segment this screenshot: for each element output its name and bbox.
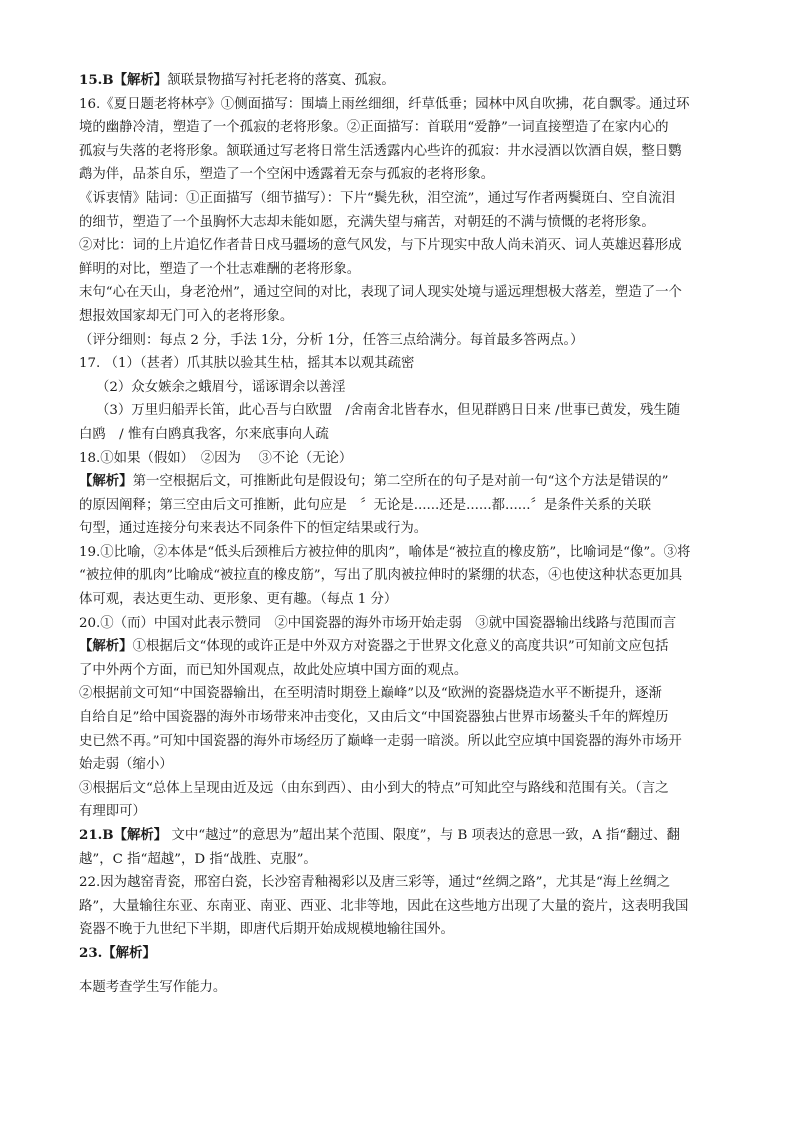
line-text: 瓷器不晚于九世纪下半期，即唐代后期开始成规模地输往国外。 <box>79 922 454 938</box>
text-line <box>79 376 719 400</box>
line-text: 16.《夏日题老将林亭》①侧面描写：围墙上雨丝细细，纤草低垂；园林中风自吹拂，花自飘零。通过环 <box>79 96 690 112</box>
line-text: 本题考查学生写作能力。 <box>79 979 227 995</box>
line-text: 鹉为伴，品茶自乐，塑造了一个空闲中透露着无奈与孤寂的老将形象。 <box>79 167 495 183</box>
line-text: ②对比：词的上片追忆作者昔日戍马疆场的意气风发，与下片现实中敌人尚未消灭、词人英雄迟暮形成 <box>79 238 682 254</box>
line-text: 19.①比喻，②本体是“低头后颈椎后方被拉伸的肌肉”，喻体是“被拉直的橡皮筋”，比喻词是“像”。③将 <box>79 544 691 560</box>
line-text: ①根据后文“体现的或许正是中外双方对瓷器之于世界文化意义的高度共识”可知前文应包括 <box>132 639 669 655</box>
text-line <box>79 800 719 824</box>
text-line <box>79 588 719 612</box>
text-line <box>79 93 719 117</box>
line-text: 鲜明的对比，塑造了一个壮志难酬的老将形象。 <box>79 261 361 277</box>
text-line <box>79 871 719 895</box>
text-line <box>79 942 719 966</box>
text-line <box>79 682 719 706</box>
text-line <box>79 258 719 282</box>
line-text: 路”，大量输往东亚、东南亚、南亚、西亚、北非等地，因此在这些地方出现了大量的瓷片，这表明我国 <box>79 898 689 914</box>
text-line <box>79 541 719 565</box>
line-text: 的细节，塑造了一个虽胸怀大志却未能如愿，充满失望与痛苦，对朝廷的不满与愤慨的老将形象。 <box>79 214 655 230</box>
line-text: 20.①（而）中国对此表示赞同 ②中国瓷器的海外市场开始走弱 ③就中国瓷器输出线路与范围而言 <box>79 615 677 631</box>
text-line <box>79 140 719 164</box>
text-line <box>79 211 719 235</box>
line-text: 孤寂与失落的老将形象。颔联通过写老将日常生活透露内心些许的孤寂：井水浸酒以饮酒自娱，整日鹦 <box>79 143 682 159</box>
text-line <box>79 187 719 211</box>
text-line <box>79 470 719 494</box>
text-line <box>79 777 719 801</box>
line-text: 了中外两个方面，而已知外国观点，故此处应填中国方面的观点。 <box>79 662 468 678</box>
line-text: 史已然不再。”可知中国瓷器的海外市场经历了巅峰一走弱一暗淡。所以此空应填中国瓷器的海外市场开 <box>79 733 682 749</box>
line-text: 境的幽静冷清，塑造了一个孤寂的老将形象。②正面描写：首联用“爱静”一词直接塑造了在家内心的 <box>79 120 669 136</box>
text-line <box>79 976 719 1000</box>
text-line <box>79 564 719 588</box>
text-line <box>79 659 719 683</box>
text-line <box>79 399 719 423</box>
line-text: 18.①如果（假如） ②因为 ③不论（无论） <box>79 450 353 466</box>
line-text: （评分细则：每点 2 分，手法 1分，分析 1分，任答三点给满分。每首最多答两点。） <box>79 332 584 348</box>
text-line <box>79 895 719 919</box>
text-line <box>79 848 719 872</box>
line-text: 文中“越过”的意思为”超出某个范围、限度”，与 B 项表达的意思一致，A 指“翻过、翻 <box>167 828 680 843</box>
line-text: 的原因阐释；第三空由后文可推断，此句应是 〞无论是......还是......都......〞是条件关系的关联 <box>79 497 652 513</box>
text-line <box>79 423 719 447</box>
line-text: 22.因为越窑青瓷，邢窑白瓷，长沙窑青釉褐彩以及唐三彩等，通过“丝绸之路”，尤其是“海上丝绸之 <box>79 875 670 891</box>
line-text: 第一空根据后文，可推断此句是假设句；第二空所在的句子是对前一句“这个方法是错误的” <box>132 474 669 490</box>
answer-label: 23.【解析】 <box>79 944 156 961</box>
text-line <box>79 116 719 140</box>
text-line <box>79 730 719 754</box>
text-line <box>79 69 719 93</box>
paragraph-gap <box>79 966 719 976</box>
text-line <box>79 706 719 730</box>
line-text: 句型，通过连接分句来表达不同条件下的恒定结果或行为。 <box>79 521 428 537</box>
text-line <box>79 517 719 541</box>
line-text: “被拉伸的肌肉”比喻成“被拉直的橡皮筋”，写出了肌肉被拉伸时的紧绷的状态，④也使这种状态更加具 <box>79 568 683 584</box>
line-text: 颔联景物描写衬托老将的落寞、孤寂。 <box>167 73 395 88</box>
answer-label: 15.B【解析】 <box>79 72 168 88</box>
text-line <box>79 494 719 518</box>
line-text: 《诉衷情》陆词：①正面描写（细节描写）：下片“鬓先秋，泪空流”，通过写作者两鬓斑白、空自流泪 <box>79 190 676 206</box>
text-line <box>79 612 719 636</box>
text-line <box>79 329 719 353</box>
line-text: （2）众女嫉余之蛾眉兮，谣诼谓余以善淫 <box>96 379 346 395</box>
text-line <box>79 234 719 258</box>
text-line <box>79 281 719 305</box>
text-line <box>79 163 719 187</box>
line-text: 想报效国家却无门可入的老将形象。 <box>79 308 294 324</box>
line-text: ②根据前文可知“中国瓷器输出，在至明清时期登上巅峰”以及“欧洲的瓷器烧造水平不断提升，逐渐 <box>79 686 662 702</box>
line-text: 17. （1）（甚者）爪其肤以验其生枯，摇其本以观其疏密 <box>79 356 415 372</box>
text-line <box>79 305 719 329</box>
text-line <box>79 352 719 376</box>
text-line <box>79 753 719 777</box>
line-text: 始走弱（缩小） <box>79 757 173 773</box>
line-text: 越”，C 指“超越”，D 指“战胜、克服”。 <box>79 851 317 867</box>
text-line <box>79 447 719 471</box>
line-text: 自给自足”给中国瓷器的海外市场带来冲击变化，又由后文“中国瓷器独占世界市场鳌头千年的辉煌历 <box>79 710 669 726</box>
line-text: 白鸥 / 惟有白鸥真我客，尔来底事向人疏 <box>79 426 329 442</box>
answer-label: 【解析】 <box>79 638 133 655</box>
text-line <box>79 918 719 942</box>
line-text: ③根据后文“总体上呈现由近及远（由东到西）、由小到大的特点”可知此空与路线和范围有关。（言之 <box>79 780 669 796</box>
line-text: 有理即可） <box>79 804 146 820</box>
answer-document <box>79 69 719 999</box>
text-line <box>79 635 719 659</box>
line-text: （3）万里归船弄长笛，此心吾与白欧盟 /舍南舍北皆春水，但见群鸥日日来 /世事已黄发，残生随 <box>96 403 681 419</box>
answer-label: 【解析】 <box>79 473 133 490</box>
answer-label: 21.B【解析】 <box>79 827 168 843</box>
line-text: 末句“心在天山，身老沧州”，通过空间的对比，表现了词人现实处境与遥远理想极大落差，塑造了一个 <box>79 285 682 301</box>
text-line <box>79 824 719 848</box>
line-text: 体可观，表达更生动、更形象、更有趣。（每点 1 分） <box>79 592 398 608</box>
